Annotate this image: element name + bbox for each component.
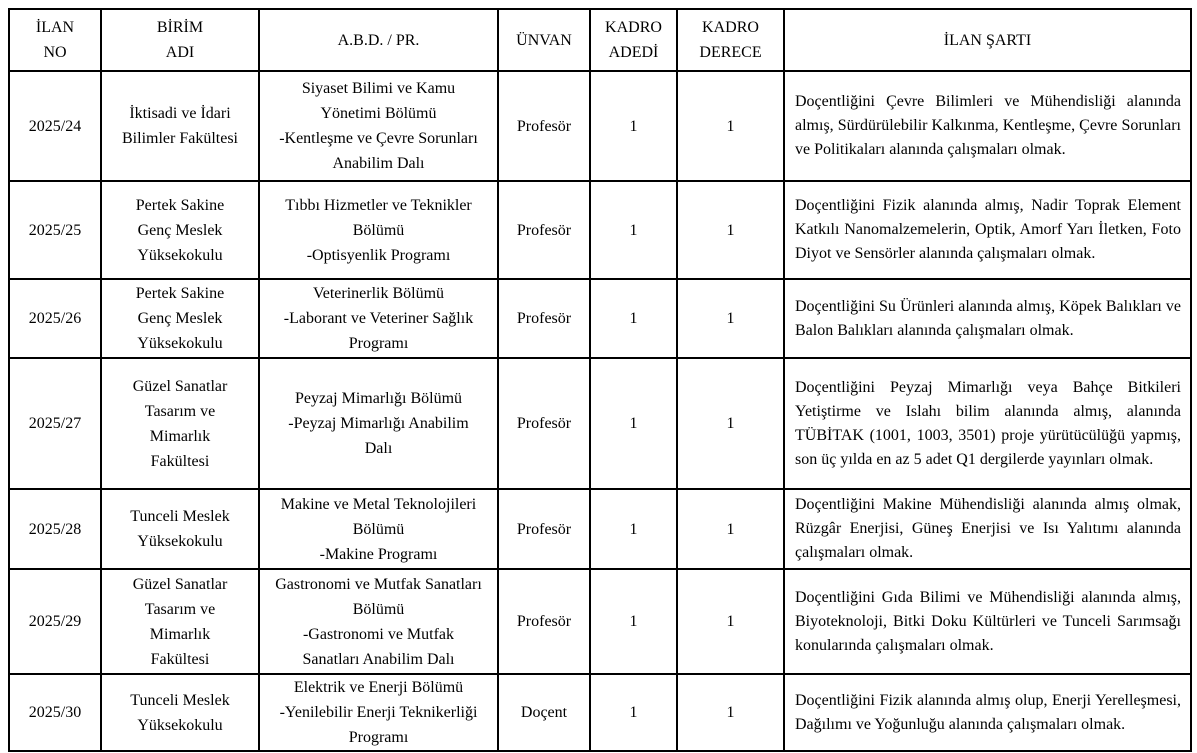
cell-unvan: Doçent xyxy=(498,674,590,751)
abd-department: Tıbbı Hizmetler ve Teknikler Bölümü xyxy=(285,196,472,239)
abd-program: -Kentleşme ve Çevre Sorunları Anabilim Dalı xyxy=(279,130,478,172)
cell-kadro-adedi: 1 xyxy=(590,279,677,358)
cell-ilan-sarti: Doçentliğini Fizik alanında almış olup, Enerji Yerelleşmesi, Dağılımı ve Yoğunluğu alanında çalışmaları olmak. xyxy=(784,674,1191,751)
table-row xyxy=(9,279,1191,358)
header-line: ADEDİ xyxy=(608,44,659,61)
col-header-unvan: ÜNVAN xyxy=(498,9,590,71)
cell-birim-adi: Güzel Sanatlar Tasarım ve Mimarlık Fakültesi xyxy=(101,358,259,489)
cell-birim-adi: Tunceli Meslek Yüksekokulu xyxy=(101,674,259,751)
col-header-abd-pr: A.B.D. / PR. xyxy=(259,9,498,71)
cell-unvan: Profesör xyxy=(498,71,590,181)
cell-unvan: Profesör xyxy=(498,569,590,674)
col-header-ilan-no xyxy=(9,9,101,71)
abd-department: Peyzaj Mimarlığı Bölümü xyxy=(294,390,463,407)
cell-ilan-no: 2025/27 xyxy=(9,358,101,489)
header-line: DERECE xyxy=(699,44,762,61)
cell-kadro-derece: 1 xyxy=(677,71,784,181)
header-line: İLAN xyxy=(35,19,75,36)
cell-kadro-adedi: 1 xyxy=(590,489,677,569)
table-row xyxy=(9,674,1191,751)
cell-kadro-adedi: 1 xyxy=(590,358,677,489)
cell-kadro-adedi: 1 xyxy=(590,674,677,751)
cell-kadro-adedi: 1 xyxy=(590,181,677,279)
cell-ilan-sarti: Doçentliğini Makine Mühendisliği alanında almış olmak, Rüzgâr Enerjisi, Güneş Enerjisi ve Isı Yalıtımı alanında çalışmaları olmak. xyxy=(784,489,1191,569)
abd-program: -Optisyenlik Programı xyxy=(306,246,451,264)
job-postings-table xyxy=(8,8,1192,752)
cell-ilan-sarti: Doçentliğini Çevre Bilimleri ve Mühendisliği alanında almış, Sürdürülebilir Kalkınma, Kentleşme, Çevre Sorunları ve Politikaları alanında çalışmaları olmak. xyxy=(784,71,1191,181)
abd-program: -Yenilebilir Enerji Teknikerliği Programı xyxy=(279,704,478,746)
cell-birim-adi: Pertek Sakine Genç Meslek Yüksekokulu xyxy=(101,279,259,358)
abd-department: Siyaset Bilimi ve Kamu Yönetimi Bölümü xyxy=(301,80,456,122)
cell-kadro-derece: 1 xyxy=(677,358,784,489)
cell-unvan: Profesör xyxy=(498,279,590,358)
abd-department: Elektrik ve Enerji Bölümü xyxy=(293,679,464,696)
cell-abd-pr xyxy=(259,358,498,489)
cell-kadro-adedi: 1 xyxy=(590,569,677,674)
abd-program: -Gastronomi ve Mutfak Sanatları Anabilim Dalı xyxy=(302,625,455,668)
cell-ilan-no: 2025/26 xyxy=(9,279,101,358)
cell-abd-pr xyxy=(259,71,498,181)
header-line: KADRO xyxy=(605,19,662,36)
cell-kadro-derece: 1 xyxy=(677,674,784,751)
col-header-birim-adi xyxy=(101,9,259,71)
abd-department: Veterinerlik Bölümü xyxy=(312,285,445,302)
cell-unvan: Profesör xyxy=(498,489,590,569)
table-row xyxy=(9,71,1191,181)
header-line: BİRİM xyxy=(156,19,204,36)
cell-unvan: Profesör xyxy=(498,181,590,279)
cell-abd-pr xyxy=(259,674,498,751)
table-row xyxy=(9,181,1191,279)
cell-kadro-adedi: 1 xyxy=(590,71,677,181)
cell-kadro-derece: 1 xyxy=(677,489,784,569)
cell-abd-pr xyxy=(259,569,498,674)
cell-birim-adi: İktisadi ve İdari Bilimler Fakültesi xyxy=(101,71,259,181)
cell-kadro-derece: 1 xyxy=(677,569,784,674)
cell-ilan-no: 2025/30 xyxy=(9,674,101,751)
cell-birim-adi: Güzel Sanatlar Tasarım ve Mimarlık Fakültesi xyxy=(101,569,259,674)
cell-abd-pr xyxy=(259,279,498,358)
col-header-kadro-adedi xyxy=(590,9,677,71)
col-header-ilan-sarti: İLAN ŞARTI xyxy=(784,9,1191,71)
abd-program: -Makine Programı xyxy=(319,545,438,563)
table-row xyxy=(9,569,1191,674)
abd-program: -Peyzaj Mimarlığı Anabilim Dalı xyxy=(288,415,469,457)
header-line: NO xyxy=(43,44,67,61)
cell-ilan-sarti: Doçentliğini Gıda Bilimi ve Mühendisliği alanında almış, Biyoteknoloji, Bitki Doku Kültürleri ve Tunceli Sarımsağı konularında çalışmaları olmak. xyxy=(784,569,1191,674)
cell-ilan-sarti: Doçentliğini Fizik alanında almış, Nadir Toprak Element Katkılı Nanomalzemelerin, Optik, Amorf Yarı İletken, Foto Diyot ve Sensörler alanında çalışmaları olmak. xyxy=(784,181,1191,279)
cell-ilan-sarti: Doçentliğini Peyzaj Mimarlığı veya Bahçe Bitkileri Yetiştirme ve Islahı bilim alanında almış, alanında TÜBİTAK (1001, 1003, 3501) proje yürütücülüğü yapmış, son üç yılda en az 5 adet Q1 dergilerde yayınları olmak. xyxy=(784,358,1191,489)
cell-ilan-no: 2025/29 xyxy=(9,569,101,674)
abd-department: Makine ve Metal Teknolojileri Bölümü xyxy=(280,495,477,538)
cell-ilan-no: 2025/24 xyxy=(9,71,101,181)
cell-ilan-no: 2025/28 xyxy=(9,489,101,569)
cell-ilan-sarti: Doçentliğini Su Ürünleri alanında almış, Köpek Balıkları ve Balon Balıkları alanında çalışmaları olmak. xyxy=(784,279,1191,358)
header-line: ADI xyxy=(165,44,195,61)
cell-kadro-derece: 1 xyxy=(677,279,784,358)
table-row xyxy=(9,489,1191,569)
cell-ilan-no: 2025/25 xyxy=(9,181,101,279)
abd-program: -Laborant ve Veteriner Sağlık Programı xyxy=(283,310,474,352)
table-row xyxy=(9,358,1191,489)
col-header-kadro-derece xyxy=(677,9,784,71)
cell-kadro-derece: 1 xyxy=(677,181,784,279)
header-row xyxy=(9,9,1191,71)
header-line: KADRO xyxy=(702,19,759,36)
cell-unvan: Profesör xyxy=(498,358,590,489)
cell-birim-adi: Pertek Sakine Genç Meslek Yüksekokulu xyxy=(101,181,259,279)
cell-abd-pr xyxy=(259,489,498,569)
cell-birim-adi: Tunceli Meslek Yüksekokulu xyxy=(101,489,259,569)
abd-department: Gastronomi ve Mutfak Sanatları Bölümü xyxy=(275,575,482,618)
cell-abd-pr xyxy=(259,181,498,279)
